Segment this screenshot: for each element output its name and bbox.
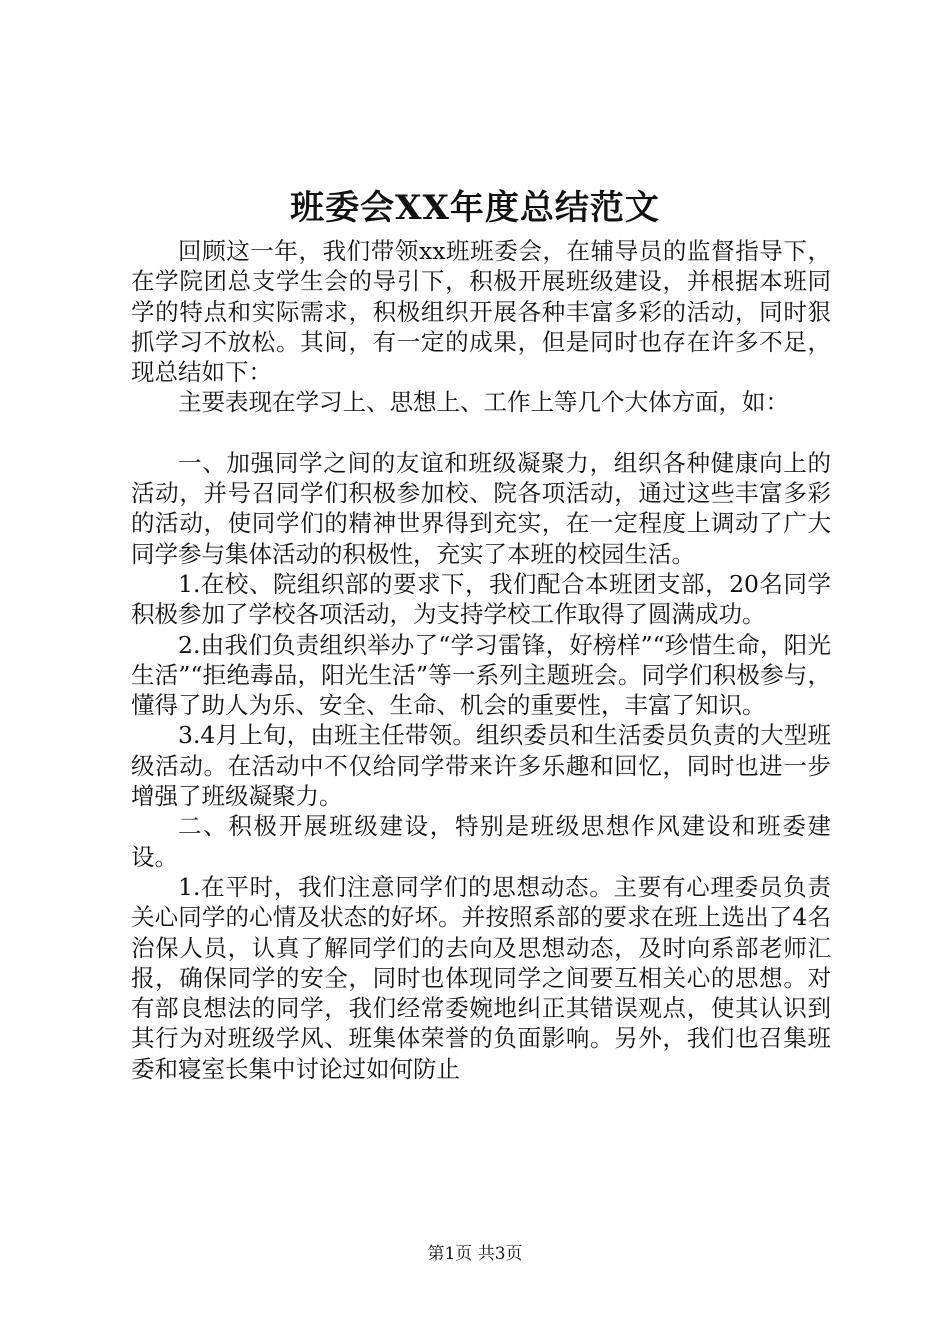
- paragraph-intro: 回顾这一年，我们带领xx班班委会，在辅导员的监督指导下，在学院团总支学生会的导引下，积极开展班级建设，并根据本班同学的特点和实际需求，积极组织开展各种丰富多彩的活动，同时狠抓学习不放松。其间，有一定的成果，但是同时也存在许多不足，现总结如下：: [131, 237, 831, 387]
- paragraph-item-1-2: 2.由我们负责组织举办了“学习雷锋，好榜样”“珍惜生命，阳光生活”“拒绝毒品，阳光生活”等一系列主题班会。同学们积极参与，懂得了助人为乐、安全、生命、机会的重要性，丰富了知识。: [131, 630, 831, 720]
- paragraph-item-2-1: 1.在平时，我们注意同学们的思想动态。主要有心理委员负责关心同学的心情及状态的好坏。并按照系部的要求在班上选出了4名治保人员，认真了解同学们的去向及思想动态，及时向系部老师汇报，确保同学的安全，同时也体现同学之间要互相关心的思想。对有部良想法的同学，我们经常委婉地纠正其错误观点，使其认识到其行为对班级学风、班集体荣誉的负面影响。另外，我们也召集班委和寝室长集中讨论过如何防止: [131, 872, 831, 1083]
- document-title: 班委会XX年度总结范文: [290, 188, 660, 228]
- paragraph-section-two: 二、积极开展班级建设，特别是班级思想作风建设和班委建设。: [131, 812, 831, 871]
- document-body: [131, 236, 831, 1084]
- page-footer: 第1页 共3页: [427, 1244, 523, 1264]
- paragraph-section-one: 一、加强同学之间的友谊和班级凝聚力，组织各种健康向上的活动，并号召同学们积极参加校、院各项活动，通过这些丰富多彩的活动，使同学们的精神世界得到充实，在一定程度上调动了广大同学参与集体活动的积极性，充实了本班的校园生活。: [131, 448, 831, 568]
- paragraph-item-1-1: 1.在校、院组织部的要求下，我们配合本班团支部，20名同学积极参加了学校各项活动，为支持学校工作取得了圆满成功。: [131, 569, 831, 629]
- paragraph-item-1-3: 3.4月上旬，由班主任带领。组织委员和生活委员负责的大型班级活动。在活动中不仅给同学带来许多乐趣和回忆，同时也进一步增强了班级凝聚力。: [131, 721, 831, 811]
- paragraph-overview: 主要表现在学习上、思想上、工作上等几个大体方面，如：: [178, 388, 789, 417]
